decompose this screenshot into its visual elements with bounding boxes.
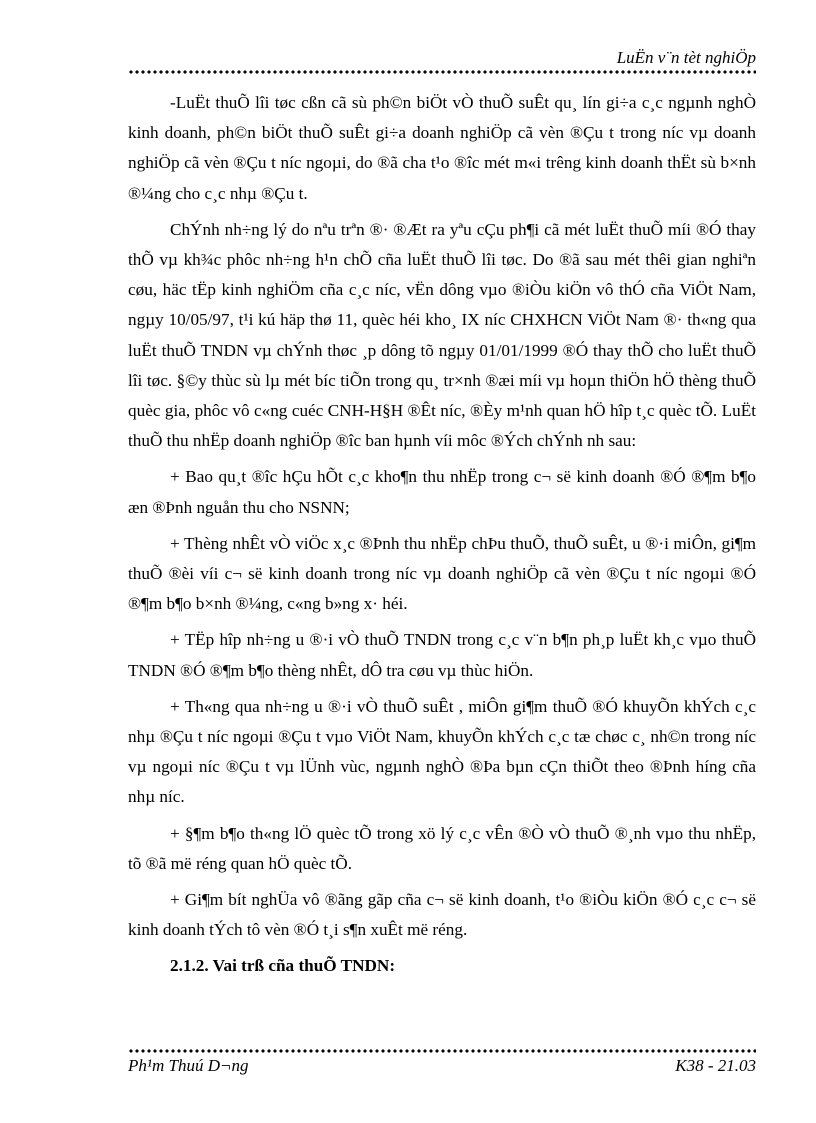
footer-divider	[128, 1049, 756, 1053]
header-divider	[128, 70, 756, 74]
section-heading: 2.1.2. Vai trß cña thuÕ TNDN:	[170, 956, 396, 976]
paragraph: + Thèng nhÊt vÒ viÖc x¸c ®Þnh thu nhËp chÞu thuÕ, thuÕ suÊt, u ®·i miÔn, gi¶m thuÕ ®èi víi c¬ së kinh doanh trong níc vµ doanh nghiÖp cã vèn ®Çu t níc ngoµi ®Ó ®¶m b¶o b×nh ®¼ng, c«ng b»ng x· héi.	[128, 533, 756, 614]
paragraph: + Bao qu¸t ®îc hÇu hÕt c¸c kho¶n thu nhËp trong c¬ së kinh doanh ®Ó ®¶m b¶o æn ®Þnh nguån thu cho NSNN;	[128, 467, 756, 517]
paragraph: ChÝnh nh÷ng lý do nªu trªn ®· ®Æt ra yªu cÇu ph¶i cã mét luËt thuÕ míi ®Ó thay thÕ vµ kh¾c phôc nh÷ng h¹n chÕ cña luËt thuÕ lîi tøc. Do ®ã sau mét thêi gian nghiªn cøu, häc tËp kinh nghiÖm cña c¸c níc, vËn dông vµo ®iÒu kiÖn vô thÓ cña ViÖt Nam, ngµy 10/05/97, t¹i kú häp thø 11, quèc héi kho¸ IX níc CHXHCN ViÖt Nam ®· th«ng qua luËt thuÕ TNDN vµ chÝnh thøc ¸p dông tõ ngµy 01/01/1999 ®Ó thay thÕ cho luËt thuÕ lîi tøc. §©y thùc sù lµ mét bíc tiÕn trong qu¸ tr×nh ®æi míi vµ hoµn thiÖn hÖ thèng thuÕ quèc gia, phôc vô c«ng cuéc CNH-H§H ®Êt níc, ®Èy m¹nh quan hÖ hîp t¸c quèc tÕ. LuËt thuÕ thu nhËp doanh nghiÖp ®îc ban hµnh víi môc ®Ých chÝnh nh sau:	[128, 219, 756, 451]
paragraph: + TËp hîp nh÷ng u ®·i vÒ thuÕ TNDN trong c¸c v¨n b¶n ph¸p luËt kh¸c vµo thuÕ TNDN ®Ó ®¶m b¶o thèng nhÊt, dÔ tra cøu vµ thùc hiÖn.	[128, 630, 756, 680]
paragraph: -LuËt thuÕ lîi tøc cßn cã sù ph©n biÖt vÒ thuÕ suÊt qu¸ lín gi÷a c¸c ngµnh nghÒ kinh doanh, ph©n biÖt thuÕ suÊt gi÷a doanh nghiÖp cã vèn ®Çu t trong níc vµ doanh nghiÖp cã vèn ®Çu t níc ngoµi, do ®ã cha t¹o ®îc mét m«i trêng kinh doanh thËt sù b×nh ®¼ng cho c¸c nhµ ®Çu t.	[128, 93, 756, 203]
header-title: LuËn v¨n tèt nghiÖp	[616, 48, 756, 67]
paragraph: + Th«ng qua nh÷ng u ®·i vÒ thuÕ suÊt , miÔn gi¶m thuÕ ®Ó khuyÕn khÝch c¸c nhµ ®Çu t níc ngoµi ®Çu t vµo ViÖt Nam, khuyÕn khÝch c¸c tæ chøc c¸ nh©n trong níc vµ ngoµi níc ®Çu t vµ lÜnh vùc, ngµnh nghÒ ®Þa bµn cÇn thiÕt theo ®Þnh híng cña nhµ níc.	[128, 696, 756, 807]
paragraph: + Gi¶m bít nghÜa vô ®ãng gãp cña c¬ së kinh doanh, t¹o ®iÒu kiÖn ®Ó c¸c c¬ së kinh doanh tÝch tô vèn ®Ó t¸i s¶n xuÊt më réng.	[128, 890, 756, 940]
document-body	[128, 88, 756, 982]
footer-author: Ph¹m Thuú D¬ng	[128, 1056, 249, 1075]
footer-code: K38 - 21.03	[675, 1056, 756, 1075]
paragraph: + §¶m b¶o th«ng lÖ quèc tÕ trong xö lý c¸c vÊn ®Ò vÒ thuÕ ®¸nh vµo thu nhËp, tõ ®ã më réng quan hÖ quèc tÕ.	[128, 823, 756, 873]
